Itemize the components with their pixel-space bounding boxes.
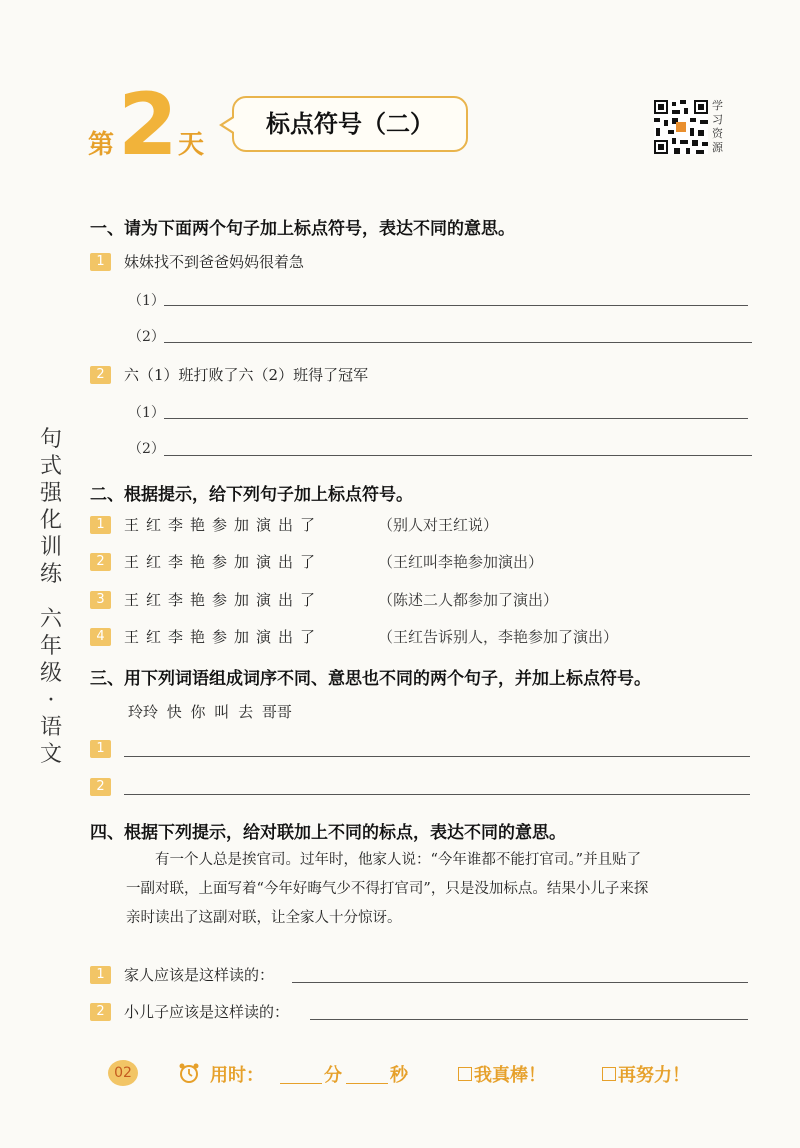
great-job-checkbox[interactable] — [458, 1067, 472, 1081]
answer-label: （1） — [128, 293, 165, 309]
minute-label: 分 — [324, 1065, 342, 1086]
page-number: 02 — [108, 1060, 138, 1086]
day-suffix: 天 — [178, 130, 205, 160]
answer-line[interactable] — [164, 418, 748, 419]
side-series-title: 句 式 强 化 训 练 — [39, 427, 62, 587]
q2-sentence: 王红李艳参加演出了 — [124, 553, 323, 571]
answer-line[interactable] — [164, 455, 752, 456]
item-number-badge: 1 — [90, 253, 111, 271]
q4-story-paragraph: 有一个人总是挨官司。过年时，他家人说：“今年谁都不能打官司。”并且贴了 一副对联，上面写着“今年好晦气少不得打官司”，只是没加标点。结果小儿子来探 亲时读出了这副对联，让全家人十分惊讶。 — [126, 852, 649, 926]
page-title: 标点符号（二） — [266, 109, 434, 138]
alarm-clock-icon — [178, 1062, 200, 1084]
side-grade-subject: 六 年 级 · 语 文 — [39, 607, 62, 767]
q4-prompt-family: 家人应该是这样读的： — [124, 966, 275, 984]
q2-sentence: 王红李艳参加演出了 — [124, 591, 323, 609]
item-number-badge: 4 — [90, 628, 111, 646]
item-number-badge: 1 — [90, 966, 111, 984]
answer-line[interactable] — [124, 756, 750, 757]
time-label: 用时： — [210, 1065, 264, 1086]
answer-line[interactable] — [164, 342, 752, 343]
answer-label: （1） — [128, 405, 165, 421]
second-blank[interactable] — [346, 1083, 388, 1084]
question-1-heading: 一、请为下面两个句子加上标点符号，表达不同的意思。 — [90, 219, 515, 239]
item-number-badge: 1 — [90, 516, 111, 534]
q3-word-list: 玲玲 快 你 叫 去 哥哥 — [128, 703, 292, 721]
day-prefix: 第 — [88, 130, 115, 160]
answer-label: （2） — [128, 441, 165, 457]
qr-label: 学习资源 — [712, 99, 723, 154]
answer-line[interactable] — [164, 305, 748, 306]
day-number: 2 — [118, 75, 178, 175]
try-harder-checkbox[interactable] — [602, 1067, 616, 1081]
great-job-label: 我真棒！ — [474, 1065, 546, 1086]
item-number-badge: 1 — [90, 740, 111, 758]
question-2-heading: 二、根据提示，给下列句子加上标点符号。 — [90, 485, 413, 505]
second-label: 秒 — [390, 1065, 408, 1086]
item-number-badge: 2 — [90, 553, 111, 571]
answer-label: （2） — [128, 329, 165, 345]
answer-line[interactable] — [124, 794, 750, 795]
qr-code-icon[interactable] — [654, 100, 708, 154]
q2-sentence: 王红李艳参加演出了 — [124, 628, 323, 646]
question-3-heading: 三、用下列词语组成词序不同、意思也不同的两个句子，并加上标点符号。 — [90, 669, 651, 689]
q1-sentence-2: 六（1）班打败了六（2）班得了冠军 — [124, 366, 369, 384]
answer-line[interactable] — [310, 1019, 748, 1020]
minute-blank[interactable] — [280, 1083, 322, 1084]
answer-line[interactable] — [292, 982, 748, 983]
q2-hint: （别人对王红说） — [378, 516, 499, 534]
try-harder-label: 再努力！ — [618, 1065, 690, 1086]
item-number-badge: 2 — [90, 1003, 111, 1021]
item-number-badge: 2 — [90, 778, 111, 796]
q4-prompt-son: 小儿子应该是这样读的： — [124, 1003, 290, 1021]
q2-hint: （陈述二人都参加了演出） — [378, 591, 559, 609]
item-number-badge: 3 — [90, 591, 111, 609]
q2-sentence: 王红李艳参加演出了 — [124, 516, 323, 534]
question-4-heading: 四、根据下列提示，给对联加上不同的标点，表达不同的意思。 — [90, 823, 566, 843]
q1-sentence-1: 妹妹找不到爸爸妈妈很着急 — [124, 253, 305, 271]
q2-hint: （王红叫李艳参加演出） — [378, 553, 544, 571]
item-number-badge: 2 — [90, 366, 111, 384]
q2-hint: （王红告诉别人，李艳参加了演出） — [378, 628, 619, 646]
